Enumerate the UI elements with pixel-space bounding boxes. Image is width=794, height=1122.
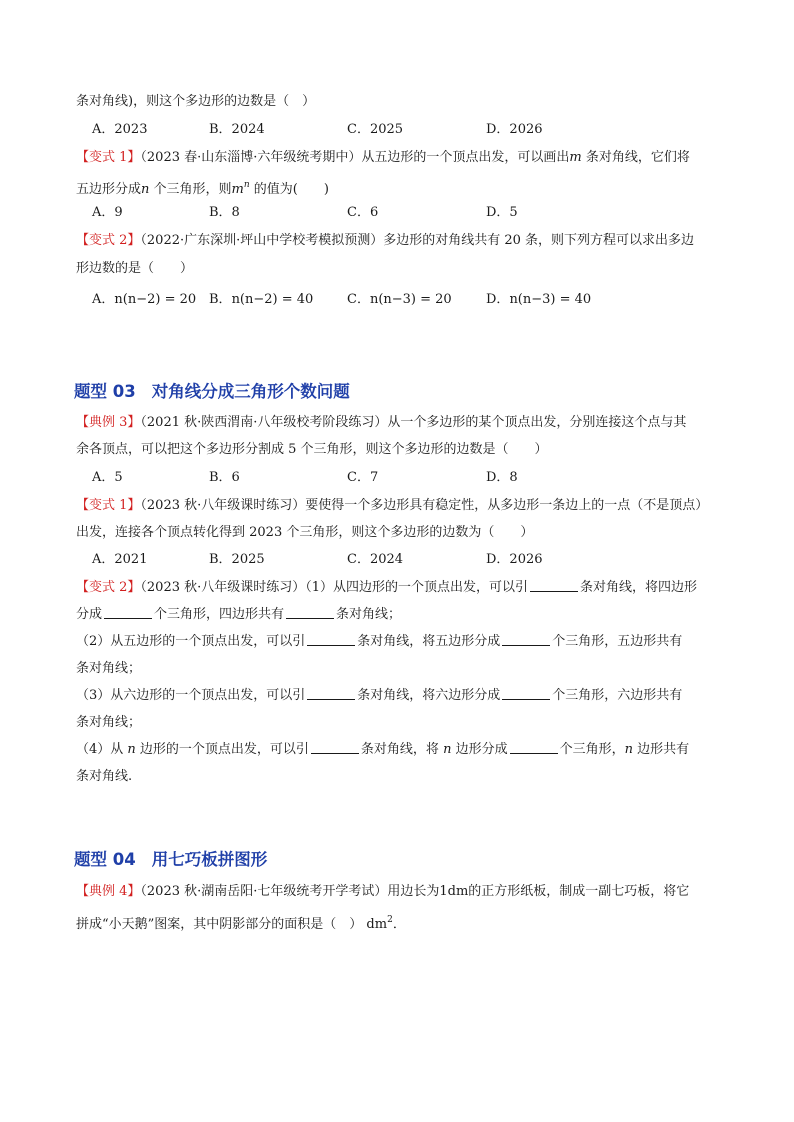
variant-4-line4: 条对角线；	[76, 661, 142, 676]
option-a: A．2023	[92, 122, 148, 137]
answer-blank[interactable]	[311, 740, 359, 754]
option-d: D．5	[486, 205, 518, 220]
question-continuation: 条对角线)，则这个多边形的边数是（ ）	[76, 94, 316, 109]
example-3-question: 【典例 3】（2021 秋·陕西渭南·八年级校考阶段练习）从一个多边形的某个顶点出发，分别连接这个点与其	[76, 415, 687, 430]
option-c: C．2024	[347, 552, 404, 567]
variant-2-question: 【变式 2】（2022·广东深圳·坪山中学校考模拟预测）多边形的对角线共有 20 条，则下列方程可以求出多边	[76, 233, 695, 248]
answer-blank[interactable]	[286, 605, 334, 619]
variant-4-line2: 分成 个三角形，四边形共有 条对角线；	[76, 607, 402, 622]
section-heading-03: 题型 03 对角线分成三角形个数问题	[74, 382, 350, 401]
option-a: A．5	[92, 470, 123, 485]
variant-4-question: 【变式 2】（2023 秋·八年级课时练习）（1）从四边形的一个顶点出发，可以引 条对角线，将四边形	[76, 580, 698, 595]
example-tag: 【典例 3】	[76, 415, 141, 430]
option-c: C．n(n−3) = 20	[347, 292, 452, 307]
option-d: D．8	[486, 470, 518, 485]
answer-blank[interactable]	[502, 632, 550, 646]
equation: n(n−2) = 20	[114, 292, 197, 307]
option-b: B．8	[209, 205, 240, 220]
option-c: C．2025	[347, 122, 404, 137]
option-c: C．6	[347, 205, 379, 220]
option-d: D．2026	[486, 122, 543, 137]
option-b: B．6	[209, 470, 240, 485]
variant-3-question: 【变式 1】（2023 秋·八年级课时练习）要使得一个多边形具有稳定性，从多边形一条边上的一点（不是顶点）	[76, 498, 709, 513]
example-4-question-line2: 拼成“小天鹅”图案，其中阴影部分的面积是（ ） $dm^2$．	[76, 915, 406, 932]
variant-tag: 【变式 1】	[76, 498, 141, 513]
option-b: B．n(n−2) = 40	[209, 292, 314, 307]
section-heading-04: 题型 04 用七巧板拼图形	[74, 850, 268, 869]
equation: n(n−2) = 40	[231, 292, 314, 307]
equation: n(n−3) = 20	[369, 292, 452, 307]
option-a: A．2021	[92, 552, 148, 567]
option-d: D．n(n−3) = 40	[486, 292, 592, 307]
answer-blank[interactable]	[307, 686, 355, 700]
answer-blank[interactable]	[104, 605, 152, 619]
variant-4-line5: （3）从六边形的一个顶点出发，可以引 条对角线，将六边形分成 个三角形，六边形共有	[76, 688, 683, 703]
example-3-question-line2: 余各顶点，可以把这个多边形分割成 5 个三角形，则这个多边形的边数是（ ）	[76, 442, 548, 457]
example-tag: 【典例 4】	[76, 884, 141, 899]
example-4-question: 【典例 4】（2023 秋·湖南岳阳·七年级统考开学考试）用边长为1dm的正方形纸板，制成一副七巧板，将它	[76, 884, 690, 899]
equation: n(n−3) = 40	[509, 292, 592, 307]
variant-4-line6: 条对角线；	[76, 715, 142, 730]
option-d: D．2026	[486, 552, 543, 567]
option-a: A．9	[92, 205, 123, 220]
variant-4-line3: （2）从五边形的一个顶点出发，可以引 条对角线，将五边形分成 个三角形，五边形共有	[76, 634, 683, 649]
variant-tag: 【变式 2】	[76, 580, 141, 595]
variant-2-question-line2: 形边数的是（ ）	[76, 261, 194, 276]
option-b: B．2024	[209, 122, 265, 137]
option-a: A．n(n−2) = 20	[92, 292, 197, 307]
option-b: B．2025	[209, 552, 265, 567]
variant-1-question: 【变式 1】（2023 春·山东淄博·六年级统考期中）从五边形的一个顶点出发，可以画出m 条对角线，它们将	[76, 150, 690, 165]
option-c: C．7	[347, 470, 379, 485]
variant-4-line7: （4）从 n 边形的一个顶点出发，可以引 条对角线，将 n 边形分成 个三角形，n 边形共有	[76, 742, 690, 757]
variant-tag: 【变式 1】	[76, 150, 141, 165]
answer-blank[interactable]	[530, 578, 578, 592]
answer-blank[interactable]	[510, 740, 558, 754]
answer-blank[interactable]	[502, 686, 550, 700]
answer-blank[interactable]	[307, 632, 355, 646]
variant-3-question-line2: 出发，连接各个顶点转化得到 2023 个三角形，则这个多边形的边数为（ ）	[76, 525, 534, 540]
variant-tag: 【变式 2】	[76, 233, 141, 248]
variant-1-question-line2: 五边形分成n 个三角形，则$m^n$ 的值为( )	[76, 180, 329, 197]
variant-4-line8: 条对角线.	[76, 769, 133, 784]
